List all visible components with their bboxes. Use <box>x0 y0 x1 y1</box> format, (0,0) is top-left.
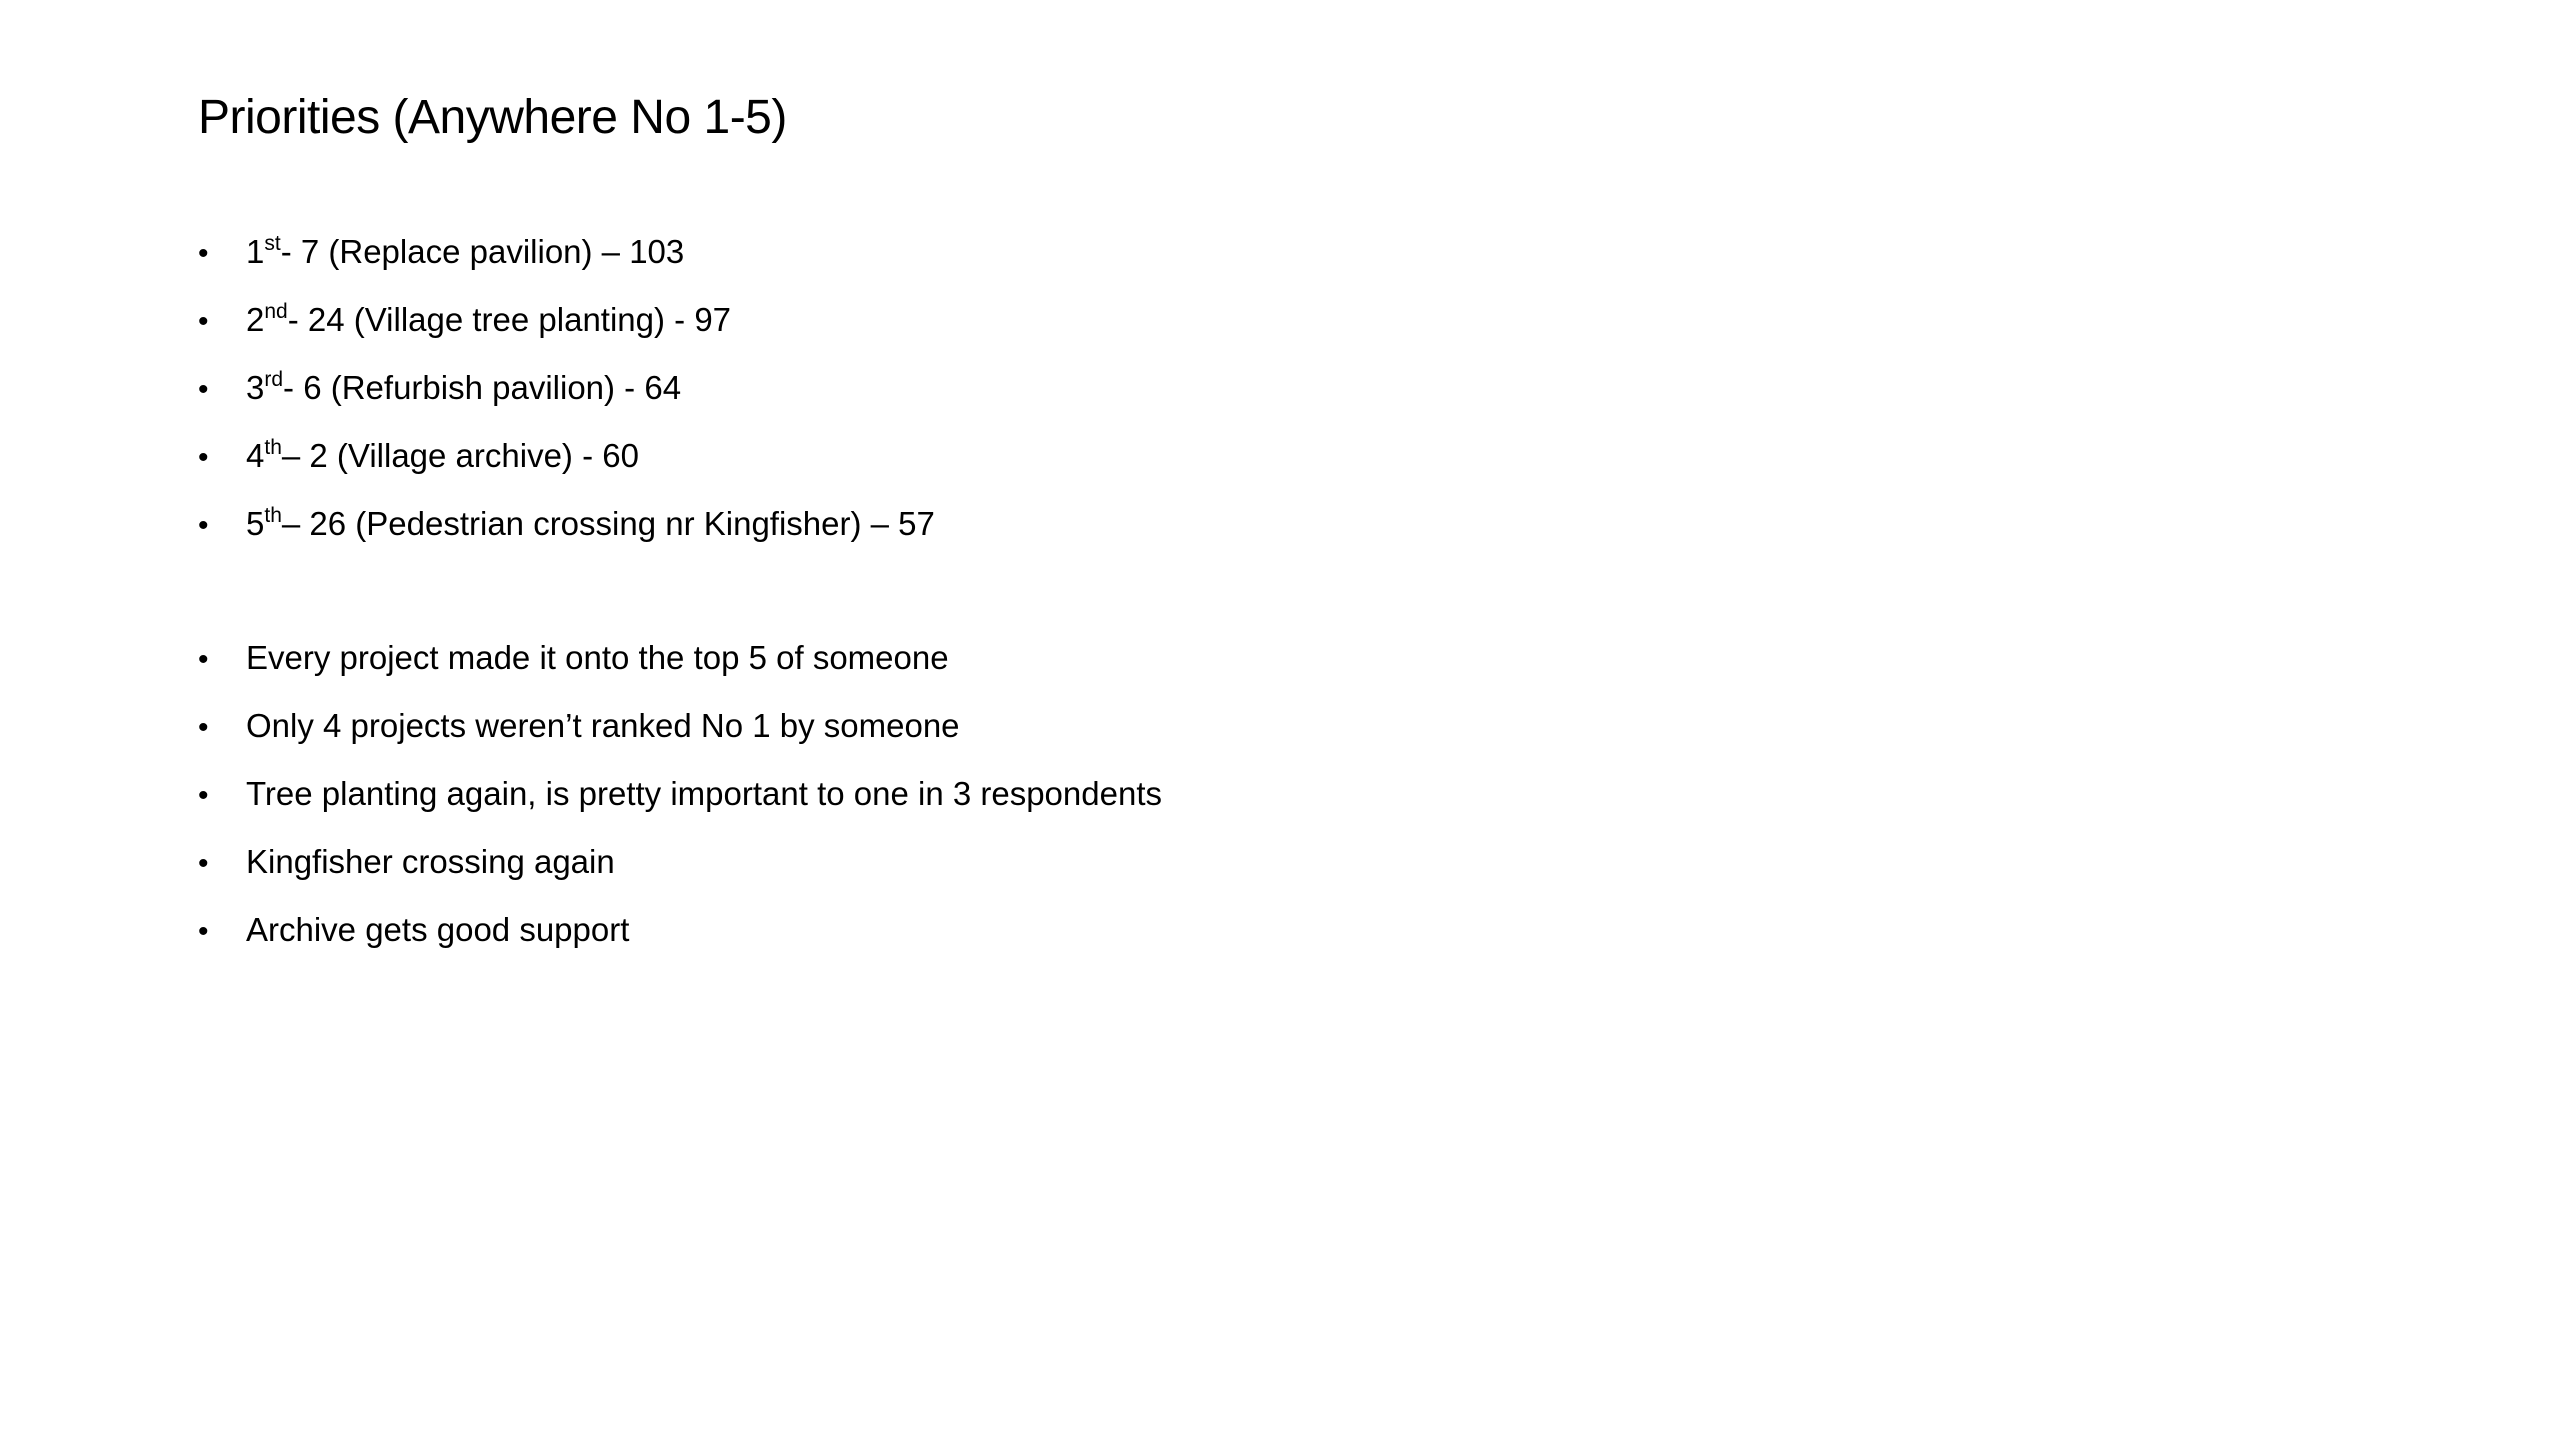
rank-number: 5 <box>246 505 265 542</box>
rank-suffix: th <box>264 504 282 527</box>
item-text: Archive gets good support <box>246 911 630 948</box>
bullet-icon: • <box>198 643 209 676</box>
ranked-priorities-list <box>198 230 935 570</box>
rank-suffix: st <box>264 232 281 255</box>
bullet-icon: • <box>198 237 209 270</box>
bullet-icon: • <box>198 373 209 406</box>
list-item <box>198 434 935 502</box>
rank-label <box>246 298 288 347</box>
rank-number: 4 <box>246 437 265 474</box>
rank-label <box>246 366 283 415</box>
bullet-icon: • <box>198 441 209 474</box>
item-text: Every project made it onto the top 5 of someone <box>246 639 949 676</box>
item-text: – 26 (Pedestrian crossing nr Kingfisher) – 57 <box>281 505 935 542</box>
bullet-icon: • <box>198 509 209 542</box>
item-text: – 2 (Village archive) - 60 <box>281 437 639 474</box>
bullet-icon: • <box>198 711 209 744</box>
item-text: - 6 (Refurbish pavilion) - 64 <box>283 369 682 406</box>
list-item <box>198 908 1162 976</box>
list-item <box>198 502 935 570</box>
rank-label <box>246 434 282 483</box>
list-item <box>198 230 935 298</box>
item-text: Tree planting again, is pretty important to one in 3 respondents <box>246 775 1162 812</box>
item-text: Kingfisher crossing again <box>246 843 615 880</box>
rank-label <box>246 230 281 279</box>
bullet-icon: • <box>198 305 209 338</box>
list-item <box>198 636 1162 704</box>
bullet-icon: • <box>198 915 209 948</box>
bullet-icon: • <box>198 847 209 880</box>
rank-number: 1 <box>246 233 265 270</box>
item-text: - 7 (Replace pavilion) – 103 <box>280 233 685 270</box>
rank-suffix: nd <box>264 300 288 323</box>
observations-list <box>198 636 1162 976</box>
list-item <box>198 366 935 434</box>
bullet-icon: • <box>198 779 209 812</box>
list-item <box>198 298 935 366</box>
rank-number: 3 <box>246 369 265 406</box>
list-item <box>198 704 1162 772</box>
list-item <box>198 772 1162 840</box>
list-item <box>198 840 1162 908</box>
rank-number: 2 <box>246 301 265 338</box>
item-text: - 24 (Village tree planting) - 97 <box>287 301 732 338</box>
item-text: Only 4 projects weren’t ranked No 1 by someone <box>246 707 960 744</box>
rank-label <box>246 502 282 551</box>
rank-suffix: th <box>264 436 282 459</box>
rank-suffix: rd <box>264 368 284 391</box>
slide-title: Priorities (Anywhere No 1-5) <box>198 91 787 144</box>
